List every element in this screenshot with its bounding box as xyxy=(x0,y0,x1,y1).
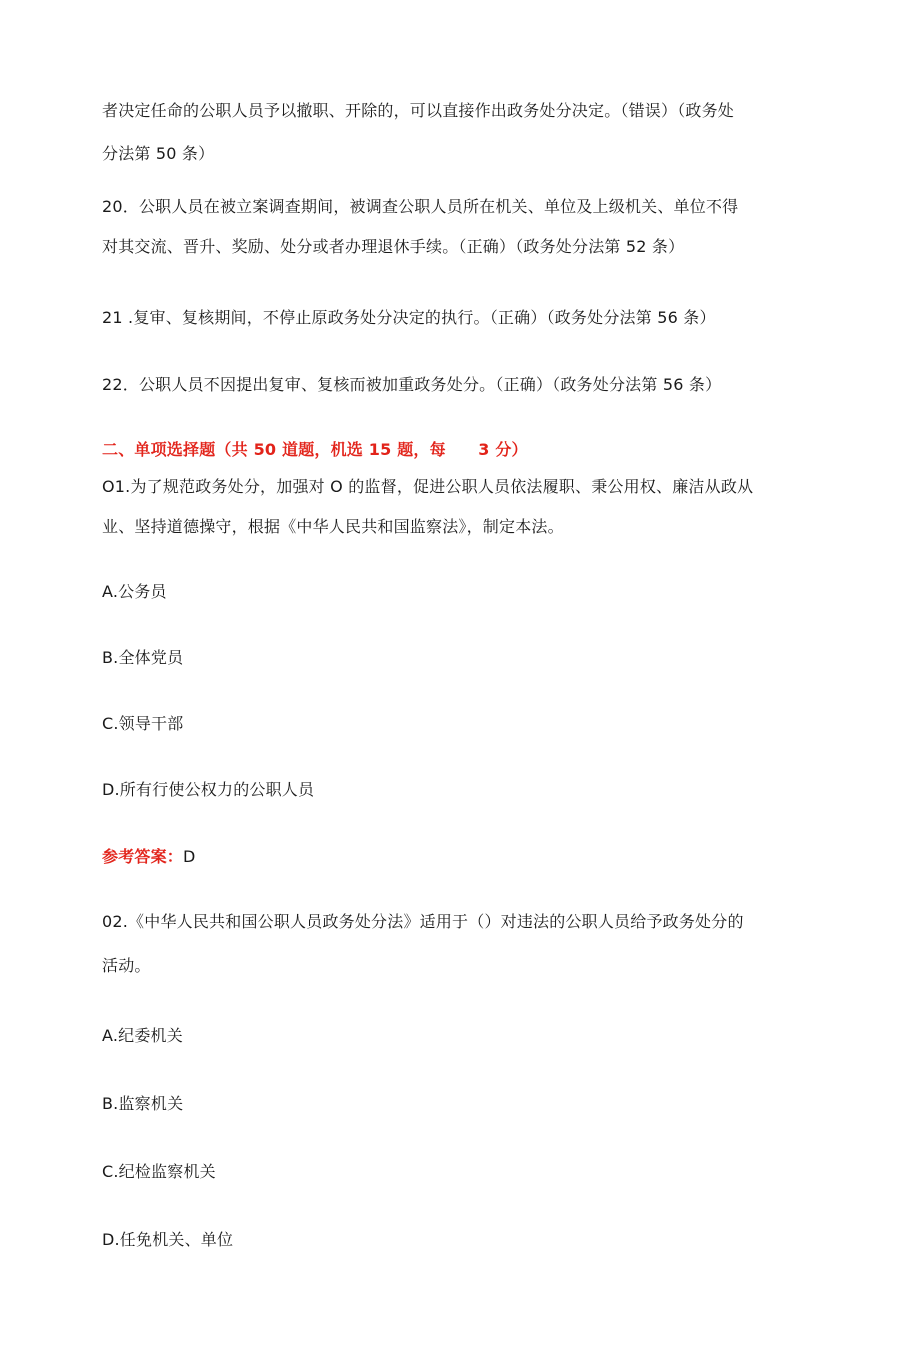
question-2-stem-line-1: 02.《中华人民共和国公职人员政务处分法》适用于（）对违法的公职人员给予政务处分的 xyxy=(102,912,744,931)
question-1-option-b: B.全体党员 xyxy=(102,648,184,667)
question-2-option-c: C.纪检监察机关 xyxy=(102,1162,216,1181)
question-2-stem-line-2: 活动。 xyxy=(102,956,151,975)
question-1-stem-line-1: O1.为了规范政务处分，加强对 O 的监督，促进公职人员依法履职、秉公用权、廉洁从政从 xyxy=(102,477,754,496)
statement-20-line-1: 20．公职人员在被立案调查期间，被调查公职人员所在机关、单位及上级机关、单位不得 xyxy=(102,197,739,216)
question-1-option-d: D.所有行使公权力的公职人员 xyxy=(102,780,315,799)
question-1-answer xyxy=(102,846,827,868)
paragraph-19-citation: 分法第 50 条） xyxy=(102,144,215,163)
answer-value: D xyxy=(183,847,196,866)
question-2-option-b: B.监察机关 xyxy=(102,1094,184,1113)
question-1-option-c: C.领导干部 xyxy=(102,714,184,733)
answer-label: 参考答案： xyxy=(102,847,184,866)
question-1-option-a: A.公务员 xyxy=(102,582,167,601)
question-2-option-a: A.纪委机关 xyxy=(102,1026,183,1045)
paragraph-19-continued: 者决定任命的公职人员予以撤职、开除的，可以直接作出政务处分决定。（错误）（政务处 xyxy=(102,101,735,120)
statement-21: 21 .复审、复核期间，不停止原政务处分决定的执行。（正确）（政务处分法第 56 条） xyxy=(102,308,716,327)
statement-20-line-2: 对其交流、晋升、奖励、处分或者办理退休手续。（正确）（政务处分法第 52 条） xyxy=(102,237,685,256)
question-2-option-d: D.任免机关、单位 xyxy=(102,1230,234,1249)
question-1-stem-line-2: 业、坚持道德操守，根据《中华人民共和国监察法》，制定本法。 xyxy=(102,517,564,536)
statement-22: 22．公职人员不因提出复审、复核而被加重政务处分。（正确）（政务处分法第 56 条） xyxy=(102,375,722,394)
section-heading: 二、单项选择题（共 50 道题，机选 15 题，每 3 分） xyxy=(102,440,528,459)
